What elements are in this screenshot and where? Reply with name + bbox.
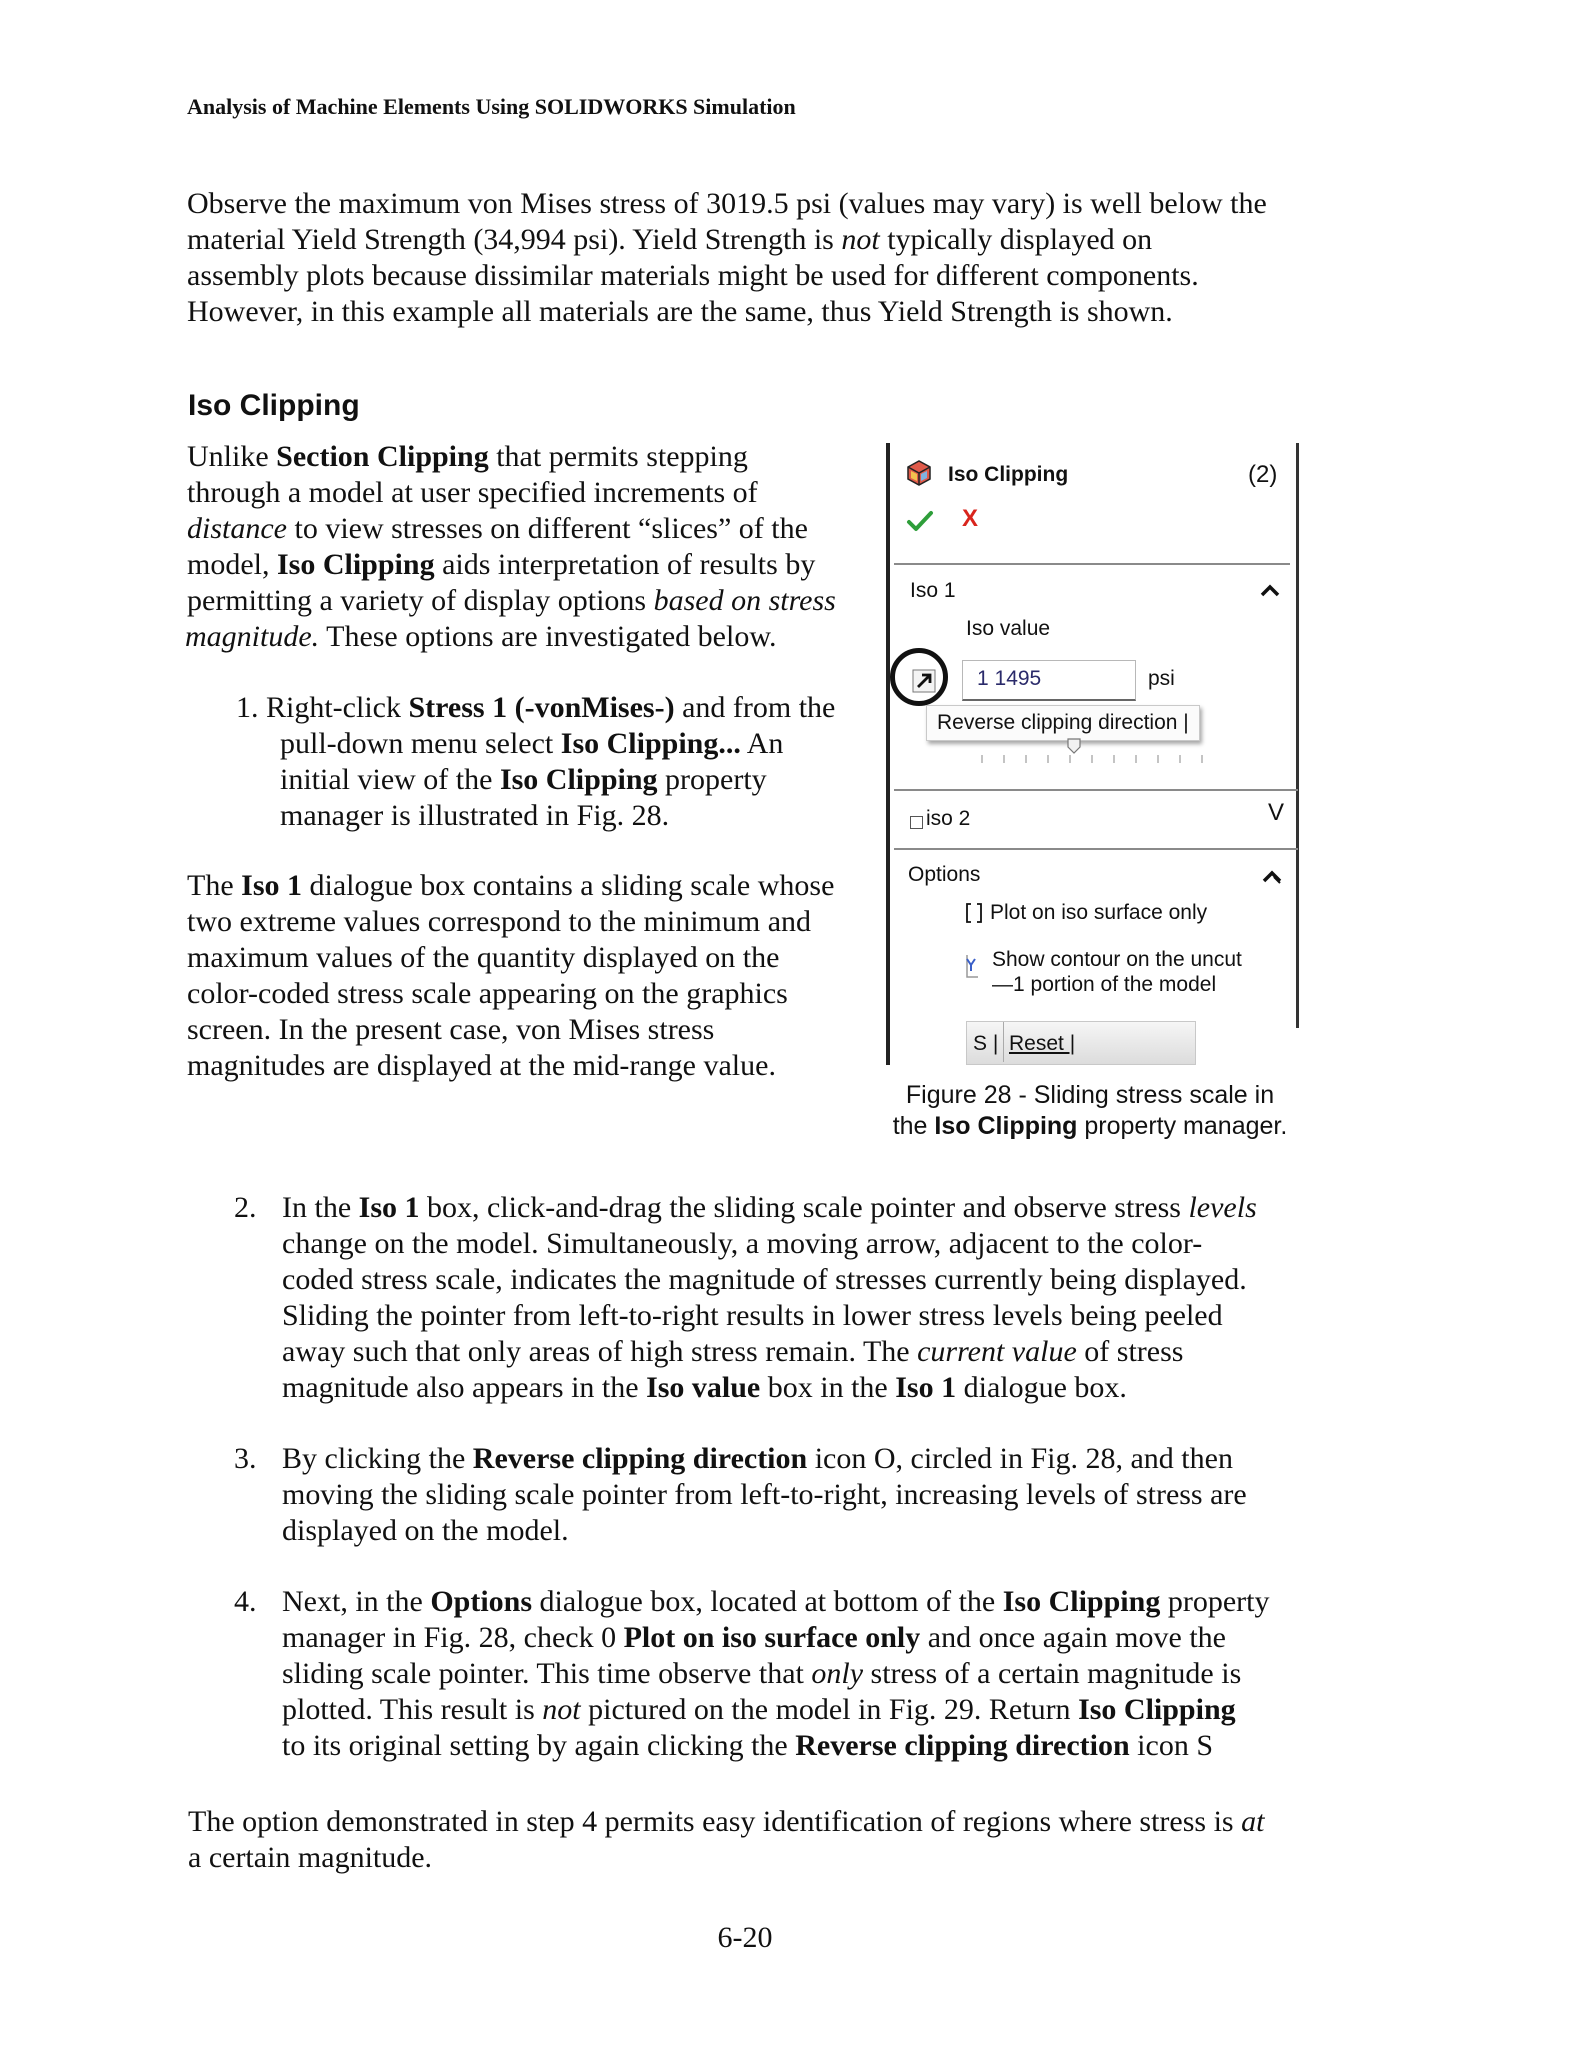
- chevron-up-icon[interactable]: [1260, 867, 1284, 885]
- text-line: moving the sliding scale pointer from left-to-right, increasing levels of stress are: [282, 1478, 1247, 1511]
- page-number: 6-20: [717, 1921, 773, 1954]
- text-line: However, in this example all materials are the same, thus Yield Strength is shown.: [187, 295, 1173, 328]
- plot-on-iso-surface-label: Plot on iso surface only: [990, 901, 1208, 924]
- tooltip: Reverse clipping direction |: [926, 705, 1200, 741]
- text-line: screen. In the present case, von Mises stress: [187, 1013, 715, 1046]
- text-line: two extreme values correspond to the minimum and: [187, 905, 812, 938]
- iso2-checkbox[interactable]: [910, 816, 923, 829]
- text-line: The Iso 1 dialogue box contains a sliding scale whose: [187, 869, 835, 902]
- text-line: away such that only areas of high stress remain. The current value of stress: [282, 1335, 1184, 1368]
- iso-value-label: Iso value: [966, 617, 1051, 640]
- text-line: change on the model. Simultaneously, a moving arrow, adjacent to the color-: [282, 1227, 1203, 1260]
- slider-pointer[interactable]: [1066, 738, 1082, 754]
- chevron-up-icon[interactable]: [1258, 581, 1282, 599]
- caption-line: the Iso Clipping property manager.: [892, 1112, 1288, 1140]
- text-line: manager is illustrated in Fig. 28.: [280, 799, 670, 832]
- text-line: a certain magnitude.: [188, 1841, 433, 1874]
- caption-line: Figure 28 - Sliding stress scale in: [905, 1081, 1275, 1109]
- iso-clipping-intro-paragraph: [187, 439, 836, 655]
- text-line: model, Iso Clipping aids interpretation of results by: [187, 548, 816, 581]
- text-line: magnitude. These options are investigated below.: [185, 620, 777, 653]
- iso-value-text: 1 1495: [977, 667, 1042, 690]
- panel-right-border: [1296, 443, 1299, 1028]
- text-line: color-coded stress scale appearing on the graphics: [187, 977, 788, 1010]
- iso2-expand-toggle[interactable]: V: [1268, 799, 1285, 826]
- text-line: material Yield Strength (34,994 psi). Yield Strength is not typically displayed on: [187, 223, 1153, 256]
- text-line: coded stress scale, indicates the magnitude of stresses currently being displayed.: [282, 1263, 1247, 1296]
- text-line: distance to view stresses on different “slices” of the: [187, 512, 808, 545]
- help-button[interactable]: (2): [1248, 461, 1278, 488]
- text-line: 1. Right-click Stress 1 (-vonMises-) and from the: [236, 691, 836, 724]
- step-2: [234, 1190, 1257, 1406]
- reset-button-prefix: S |: [973, 1032, 999, 1055]
- step-1: [236, 690, 835, 834]
- text-line: through a model at user specified increments of: [187, 476, 758, 509]
- running-head: Analysis of Machine Elements Using SOLIDWORKS Simulation: [187, 94, 796, 119]
- text-line: permitting a variety of display options based on stress: [187, 584, 836, 617]
- cancel-button[interactable]: X: [962, 505, 979, 532]
- plot-on-iso-surface-checkbox[interactable]: [966, 903, 982, 923]
- show-contour-checkbox[interactable]: [964, 953, 984, 999]
- text-line: pull-down menu select Iso Clipping... An: [280, 727, 784, 760]
- reset-button-label: Reset |: [1009, 1032, 1076, 1055]
- iso2-group-header[interactable]: iso 2: [926, 807, 971, 830]
- closing-paragraph: [188, 1804, 1264, 1876]
- step-3: [234, 1441, 1247, 1549]
- panel-left-border: [886, 443, 890, 1065]
- text-line: The option demonstrated in step 4 permits easy identification of regions where stress is at: [188, 1805, 1265, 1838]
- text-line: sliding scale pointer. This time observe that only stress of a certain magnitude is: [282, 1657, 1242, 1690]
- panel-title: Iso Clipping: [948, 463, 1069, 486]
- slider-scale[interactable]: [978, 753, 1218, 765]
- divider: [894, 563, 1290, 565]
- text-line: Unlike Section Clipping that permits stepping: [187, 440, 748, 473]
- iso-value-input[interactable]: [962, 660, 1136, 701]
- text-line: maximum values of the quantity displayed on the: [187, 941, 780, 974]
- text-line: 4. Next, in the Options dialogue box, located at bottom of the Iso Clipping property: [234, 1585, 1270, 1618]
- step-4: [234, 1584, 1269, 1764]
- text-line: magnitudes are displayed at the mid-range value.: [187, 1049, 776, 1082]
- options-group-header[interactable]: Options: [908, 863, 981, 886]
- text-line: assembly plots because dissimilar materials might be used for different components.: [187, 259, 1199, 292]
- iso-clipping-property-manager: [886, 443, 1298, 1065]
- text-line: Sliding the pointer from left-to-right results in lower stress levels being peeled: [282, 1299, 1223, 1332]
- text-line: plotted. This result is not pictured on the model in Fig. 29. Return Iso Clipping: [282, 1693, 1236, 1726]
- ok-checkmark-icon[interactable]: [906, 508, 934, 534]
- divider: [894, 789, 1298, 791]
- text-line: to its original setting by again clicking the Reverse clipping direction icon S: [282, 1729, 1214, 1762]
- text-line: magnitude also appears in the Iso value box in the Iso 1 dialogue box.: [282, 1371, 1127, 1404]
- text-line: initial view of the Iso Clipping property: [280, 763, 767, 796]
- reset-button[interactable]: [966, 1021, 1196, 1065]
- iso1-description-paragraph: [187, 868, 834, 1084]
- show-contour-label: Show contour on the uncut: [992, 948, 1242, 971]
- iso-unit-label: psi: [1148, 667, 1175, 690]
- iso-clipping-icon: [904, 457, 934, 487]
- text-line: 2. In the Iso 1 box, click-and-drag the sliding scale pointer and observe stress levels: [234, 1191, 1257, 1224]
- intro-paragraph: [187, 186, 1267, 330]
- text-line: 3. By clicking the Reverse clipping direction icon O, circled in Fig. 28, and then: [234, 1442, 1233, 1475]
- section-heading: Iso Clipping: [188, 389, 360, 422]
- figure-caption: [883, 1080, 1297, 1142]
- reverse-clipping-direction-icon[interactable]: [912, 669, 936, 693]
- iso1-group-header[interactable]: Iso 1: [910, 579, 956, 602]
- text-line: manager in Fig. 28, check 0 Plot on iso surface only and once again move the: [282, 1621, 1226, 1654]
- text-line: Observe the maximum von Mises stress of 3019.5 psi (values may vary) is well below the: [187, 187, 1267, 220]
- show-contour-label-continued: —1 portion of the model: [992, 973, 1217, 996]
- divider: [894, 848, 1298, 850]
- text-line: displayed on the model.: [282, 1514, 569, 1547]
